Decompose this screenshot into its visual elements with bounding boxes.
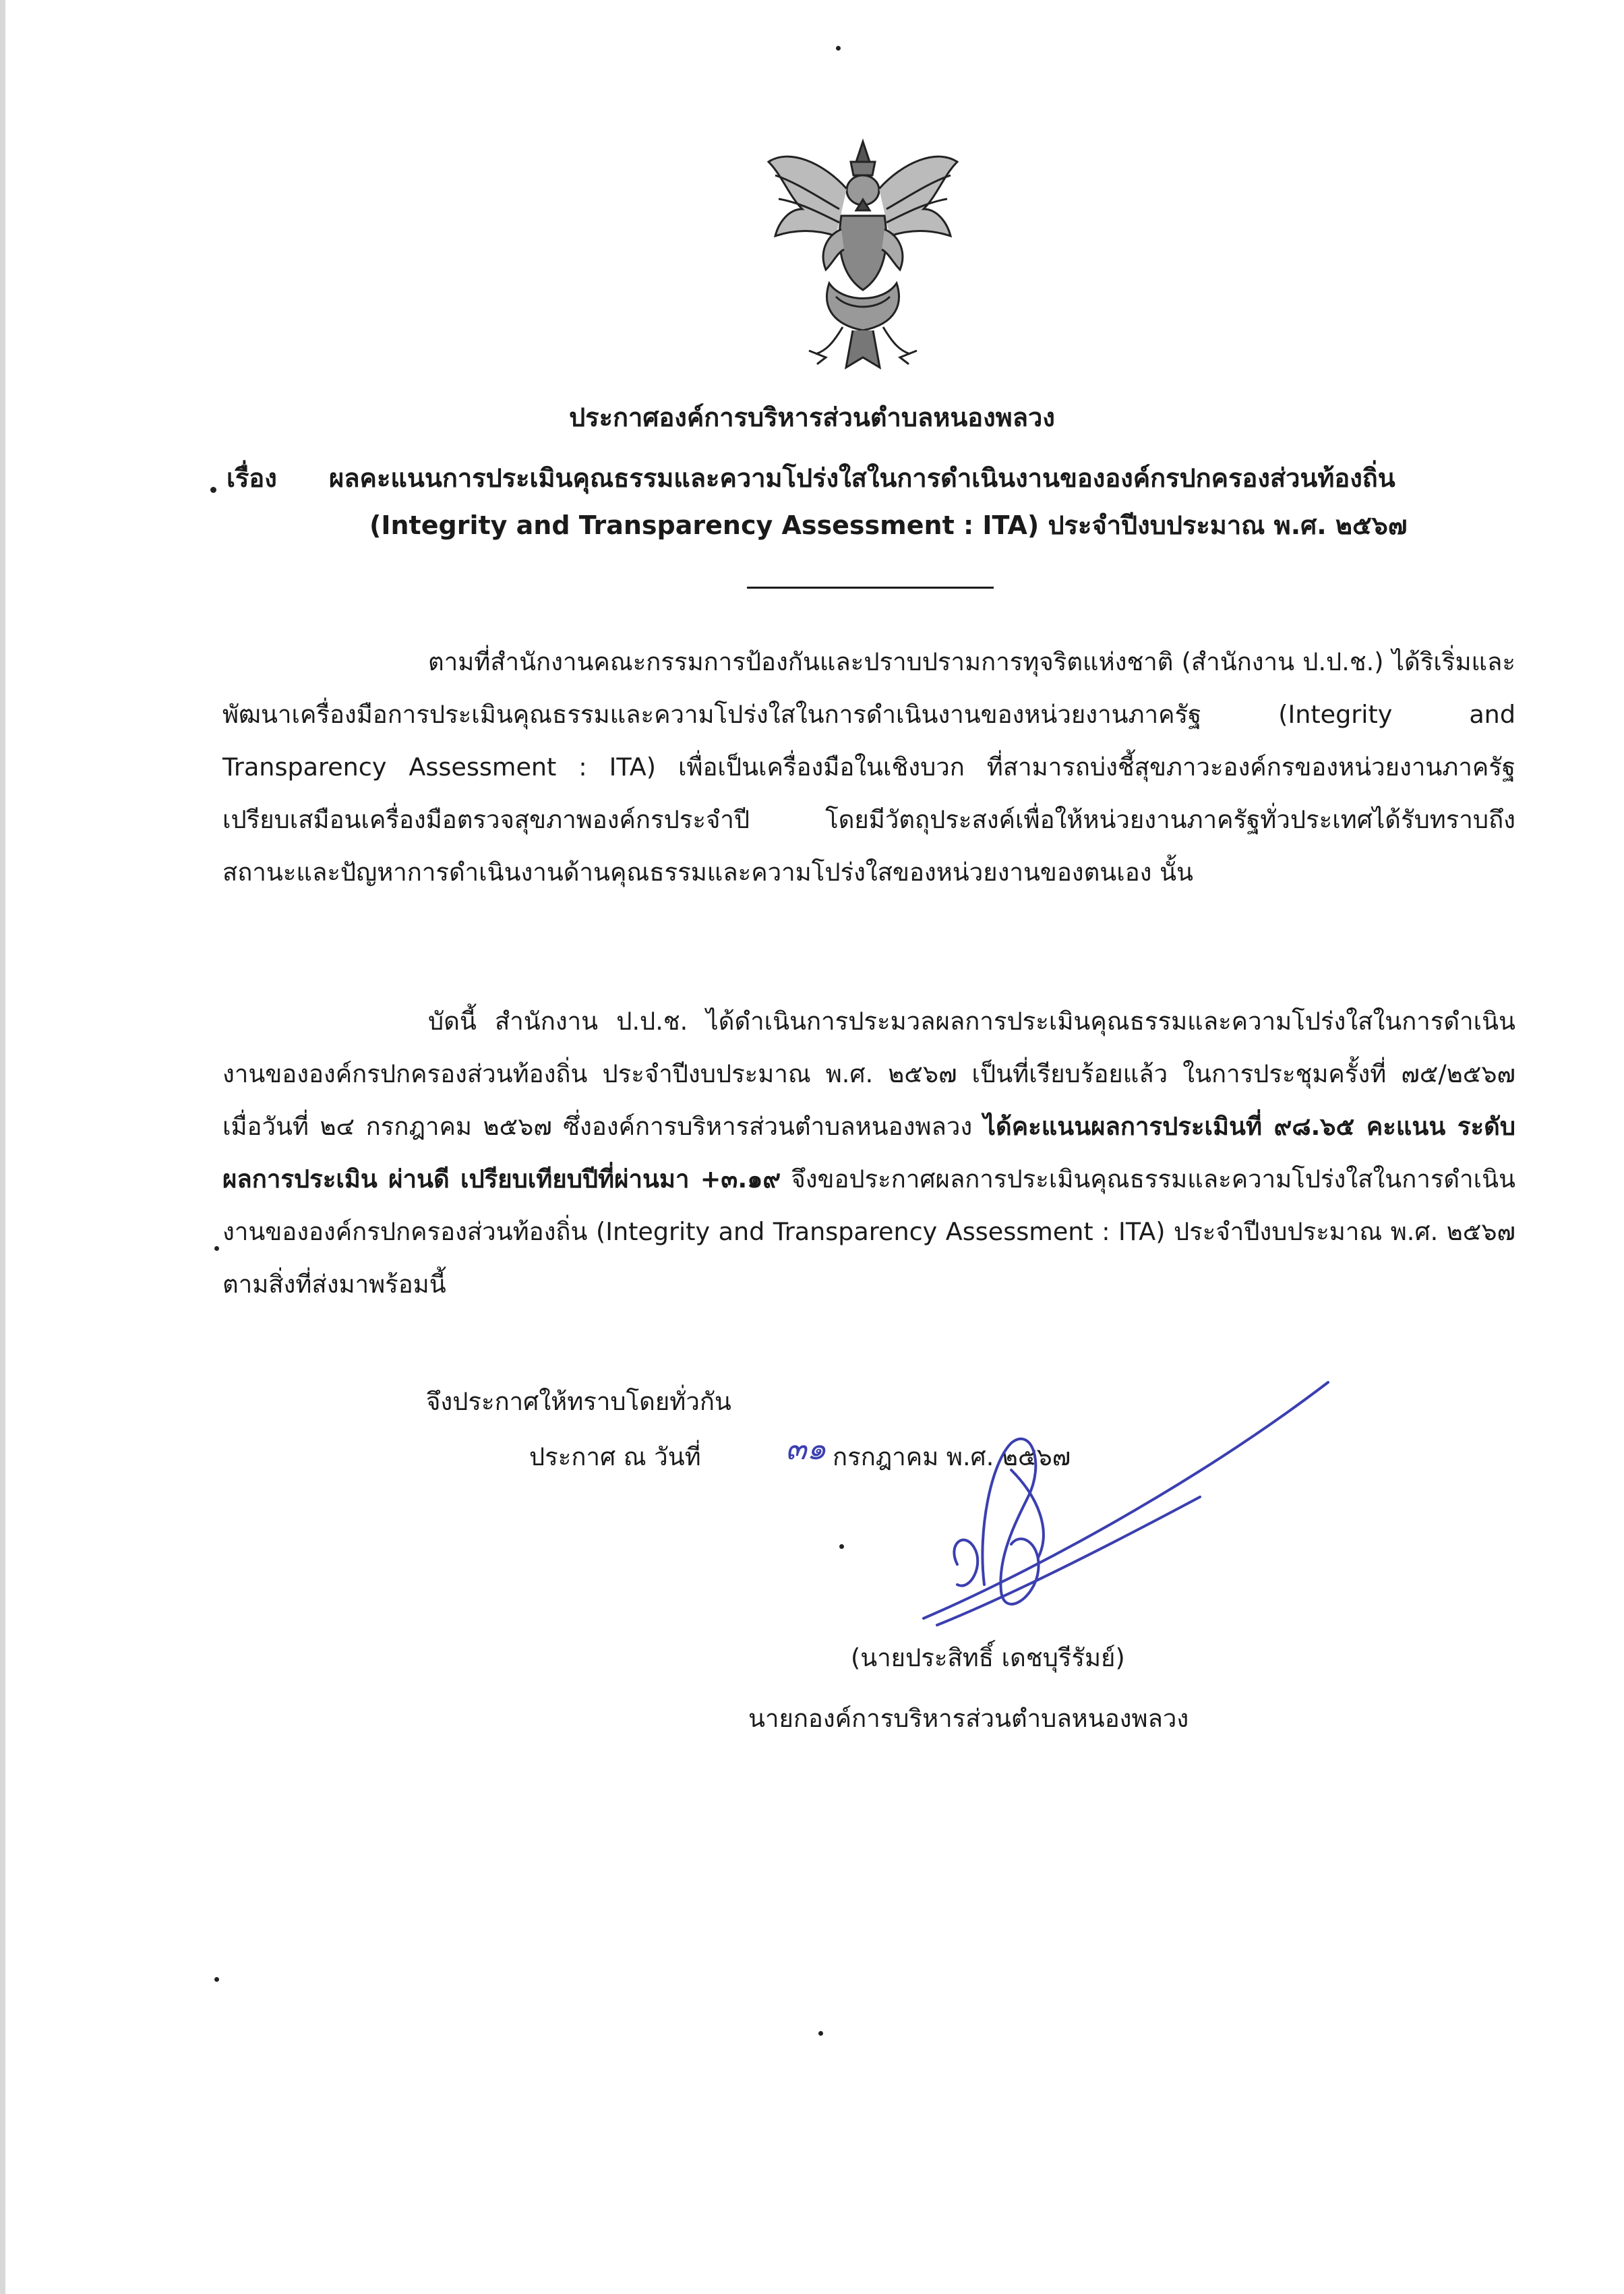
page-title: ประกาศองค์การบริหารส่วนตำบลหนองพลวง	[569, 403, 1055, 432]
scan-speck	[818, 2031, 823, 2036]
body-paragraph-1: ตามที่สำนักงานคณะกรรมการป้องกันและปราบปรามการทุจริตแห่งชาติ (สำนักงาน ป.ป.ช.) ได้ริเริ่มและพัฒนาเครื่องมือการประเมินคุณธรรมและความโปร่งใสในการดำเนินงานของหน่วยงานภาครัฐ (Integrity and Transparency Assessment : ITA) เพื่อเป็นเครื่องมือในเชิงบวก ที่สามารถบ่งชี้สุขภาวะองค์กรของหน่วยงานภาครัฐ เปรียบเสมือนเครื่องมือตรวจสุขภาพองค์กรประจำปี โดยมีวัตถุประสงค์เพื่อให้หน่วยงานภาครัฐทั่วประเทศได้รับทราบถึงสถานะและปัญหาการดำเนินงานด้านคุณธรรมและความโปร่งใสของหน่วยงานของตนเอง นั้น	[222, 647, 1515, 887]
paragraph-2-outro: จึงขอประกาศผลการประเมินคุณธรรมและความโปร่งใสในการดำเนินงานขององค์กรปกครองส่วนท้องถิ่น (Integrity and Transparency Assessment : ITA) ประจำปีงบประมาณ พ.ศ. ๒๕๖๗ ตามสิ่งที่ส่งมาพร้อมนี้	[222, 1165, 1516, 1299]
signatory-name: (นายประสิทธิ์ เดชบุรีรัมย์)	[851, 1643, 1125, 1672]
assessment-result: ได้คะแนนผลการประเมินที่ ๙๘.๖๕ คะแนน ระดับผลการประเมิน ผ่านดี เปรียบเทียบปีที่ผ่านมา +๓.๑๙	[222, 1112, 1515, 1194]
closing-announce: จึงประกาศให้ทราบโดยทั่วกัน	[426, 1387, 731, 1416]
signatory-title: นายกองค์การบริหารส่วนตำบลหนองพลวง	[748, 1704, 1189, 1733]
scan-speck	[836, 46, 841, 51]
handwritten-date-day: ๓๑	[785, 1430, 826, 1467]
signature-mark	[883, 1362, 1369, 1645]
scan-speck	[214, 1246, 219, 1251]
divider	[747, 587, 994, 589]
body-paragraph-2	[222, 995, 1515, 1311]
subject-line-1: ผลคะแนนการประเมินคุณธรรมและความโปร่งใสในการดำเนินงานขององค์กรปกครองส่วนท้องถิ่น	[329, 463, 1395, 493]
subject-line-2: (Integrity and Transparency Assessment : ITA) ประจำปีงบประมาณ พ.ศ. ๒๕๖๗	[369, 510, 1408, 540]
garuda-emblem-icon	[762, 135, 964, 378]
scan-speck	[214, 1977, 219, 1982]
scan-speck	[839, 1544, 844, 1549]
announce-date-prefix: ประกาศ ณ วันที่	[529, 1442, 701, 1471]
subject-label: เรื่อง	[227, 463, 277, 493]
paragraph-2-intro: บัดนี้ สำนักงาน ป.ป.ช. ได้ดำเนินการประมวลผลการประเมินคุณธรรมและความโปร่งใสในการดำเนินงานขององค์กรปกครองส่วนท้องถิ่น ประจำปีงบประมาณ พ.ศ. ๒๕๖๗ เป็นที่เรียบร้อยแล้ว ในการประชุมครั้งที่ ๗๕/๒๕๖๗ เมื่อวันที่ ๒๔ กรกฎาคม ๒๕๖๗ ซึ่งองค์การบริหารส่วนตำบลหนองพลวง	[222, 1007, 1515, 1141]
announce-date-suffix: กรกฎาคม พ.ศ. ๒๕๖๗	[833, 1442, 1071, 1471]
scan-speck	[210, 487, 216, 493]
page-edge	[0, 0, 5, 2294]
